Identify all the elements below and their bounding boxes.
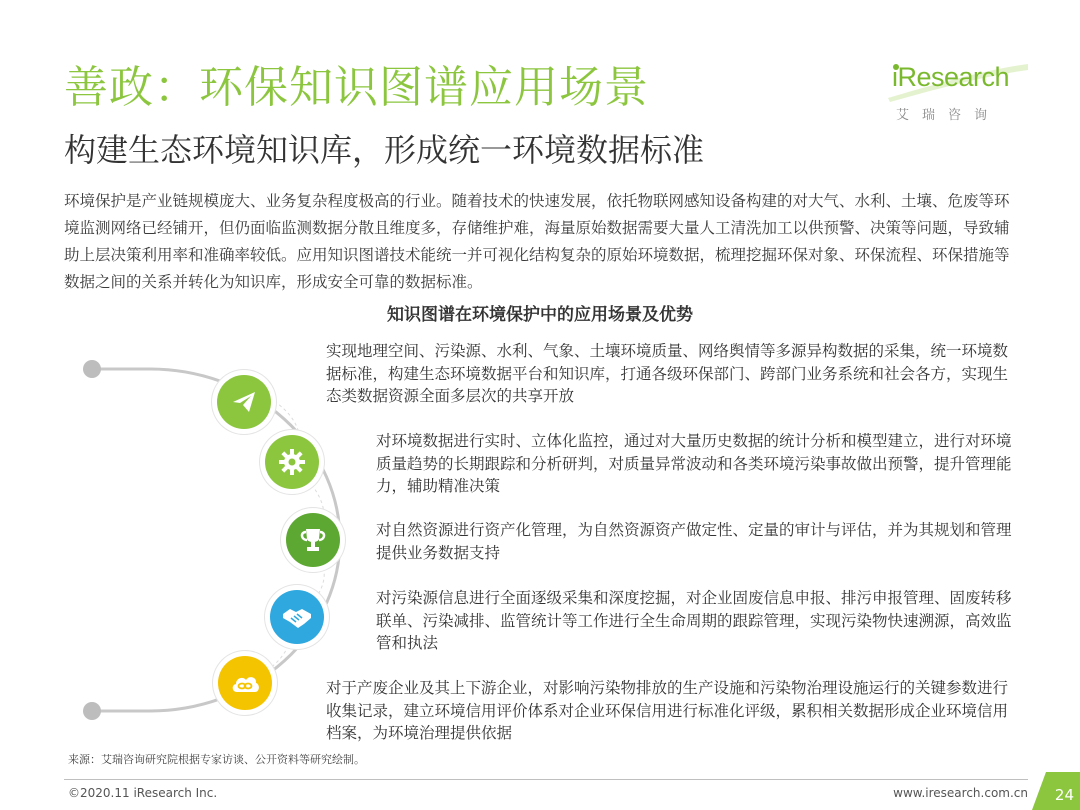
logo-wordmark: iResearch (892, 62, 1010, 92)
source-note: 来源：艾瑞咨询研究院根据专家访谈、公开资料等研究绘制。 (68, 753, 365, 766)
trophy-icon (286, 513, 340, 567)
scenario-text-1: 实现地理空间、污染源、水利、气象、土壤环境质量、网络舆情等多源异构数据的采集，统一环境数据标准，构建生态环境数据平台和知识库，打通各级环保部门、跨部门业务系统和社会各方，实现生态类数据资源全面多层次的共享开放 (326, 342, 1009, 405)
arc-end-dot-bottom (83, 702, 101, 720)
page-title: 善政：环保知识图谱应用场景 (64, 62, 649, 113)
arc-end-dot-top (83, 360, 101, 378)
section-title: 知识图谱在环境保护中的应用场景及优势 (387, 305, 693, 325)
scenario-text-4: 对污染源信息进行全面逐级采集和深度挖掘，对企业固废信息申报、排污申报管理、固废转移联单、污染减排、监管统计等工作进行全生命周期的跟踪管理，实现污染物快速溯源，高效监管和执法 (376, 589, 1012, 652)
scenario-text-5: 对于产废企业及其上下游企业，对影响污染物排放的生产设施和污染物治理设施运行的关键参数进行收集记录，建立环境信用评价体系对企业环保信用进行标准化评级，累积相关数据形成企业环境信用档案，为环境治理提供依据 (326, 679, 1009, 742)
scenario-text-2: 对环境数据进行实时、立体化监控，通过对大量历史数据的统计分析和模型建立，进行对环境质量趋势的长期跟踪和分析研判，对质量异常波动和各类环境污染事故做出预警，提升管理能力，辅助精准决策 (376, 432, 1012, 495)
page-number: 24 (1054, 786, 1074, 804)
intro-paragraph: 环境保护是产业链规模庞大、业务复杂程度极高的行业。随着技术的快速发展，依托物联网感知设备构建的对大气、水利、土壤、危废等环境监测网络已经铺开，但仍面临监测数据分散且维度多，存储维护难，海量原始数据需要大量人工清洗加工以供预警、决策等问题，导致辅助上层决策利用率和准确率较低。应用知识图谱技术能统一并可视化结构复杂的原始环境数据，梳理挖掘环保对象、环保流程、环保措施等数据之间的关系并转化为知识库，形成安全可靠的数据标准。 (64, 192, 1010, 291)
paper-plane-icon (217, 375, 271, 429)
scenario-text-3: 对自然资源进行资产化管理，为自然资源资产做定性、定量的审计与评估，并为其规划和管理提供业务数据支持 (376, 521, 1012, 562)
cloud-link-icon (218, 656, 272, 710)
website-link[interactable]: www.iresearch.com.cn (893, 786, 1028, 800)
footer-divider (64, 779, 1028, 780)
page-subtitle: 构建生态环境知识库，形成统一环境数据标准 (64, 131, 705, 169)
copyright: ©2020.11 iResearch Inc. (68, 786, 218, 800)
logo-subtitle: 艾瑞咨询 (896, 108, 1001, 123)
gear-icon (265, 435, 319, 489)
handshake-icon (270, 590, 324, 644)
